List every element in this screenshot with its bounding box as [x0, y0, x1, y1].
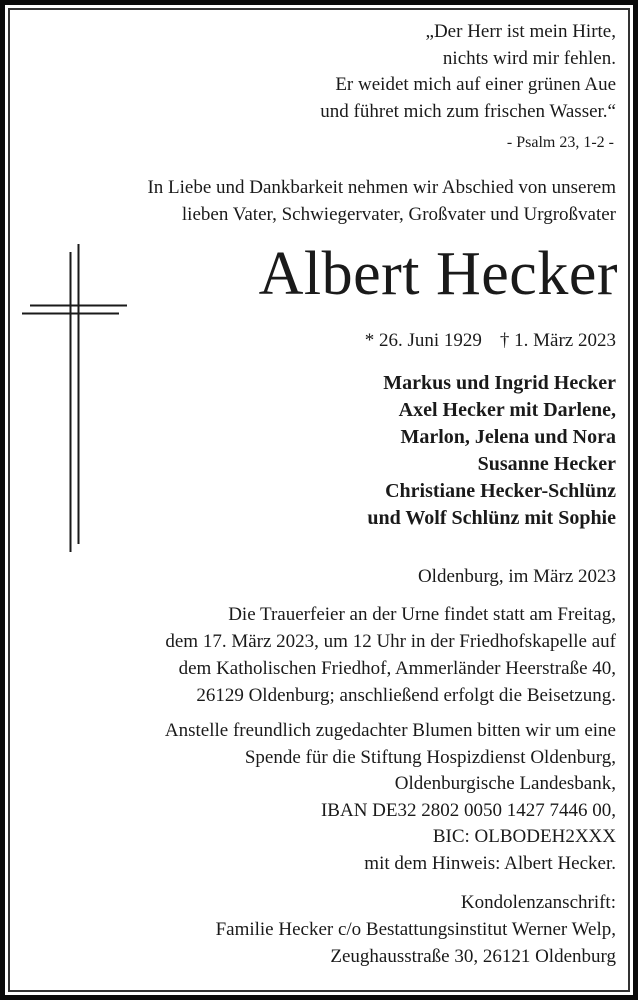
funeral-line: dem 17. März 2023, um 12 Uhr in der Friedhofskapelle auf — [165, 631, 616, 652]
mourner-line: Markus und Ingrid Hecker — [383, 372, 616, 394]
funeral-line: dem Katholischen Friedhof, Ammerländer Heerstraße 40, — [178, 658, 616, 679]
condolence-line: Zeughausstraße 30, 26121 Oldenburg — [330, 946, 616, 967]
condolence-heading: Kondolenzanschrift: — [460, 892, 616, 913]
birth-date: * 26. Juni 1929 — [364, 330, 482, 351]
quote-line: und führet mich zum frischen Wasser.“ — [320, 100, 616, 122]
life-dates — [365, 330, 616, 352]
place-date: Oldenburg, im März 2023 — [417, 566, 616, 587]
iban: IBAN DE32 2802 0050 1427 7446 00, — [320, 799, 616, 821]
cross-icon — [0, 0, 160, 600]
death-date: † 1. März 2023 — [499, 330, 616, 351]
psalm-quote — [320, 19, 616, 125]
quote-line: nichts wird mir fehlen. — [442, 47, 616, 69]
bic: BIC: OLBODEH2XXX — [432, 826, 616, 847]
condolence-line: Familie Hecker c/o Bestattungsinstitut Werner Welp, — [215, 919, 616, 940]
mourners-list — [367, 370, 616, 532]
mourner-line: Marlon, Jelena und Nora — [400, 426, 616, 448]
donation-line: Oldenburgische Landesbank, — [394, 773, 616, 794]
funeral-line: Die Trauerfeier an der Urne findet statt am Freitag, — [228, 604, 616, 625]
donation-line: Anstelle freundlich zugedachter Blumen bitten wir um eine — [164, 720, 616, 741]
mourner-line: Susanne Hecker — [477, 453, 616, 475]
condolence-address — [216, 889, 616, 970]
quote-line: „Der Herr ist mein Hirte, — [425, 21, 616, 42]
funeral-line: 26129 Oldenburg; anschließend erfolgt die Beisetzung. — [196, 685, 616, 706]
mourner-line: Christiane Hecker-Schlünz — [385, 480, 616, 502]
donation-info — [165, 718, 616, 877]
intro-text — [147, 174, 616, 228]
intro-line: lieben Vater, Schwiegervater, Großvater und Urgroßvater — [181, 204, 616, 225]
mourner-line: und Wolf Schlünz mit Sophie — [367, 507, 616, 529]
deceased-name: Albert Hecker — [258, 240, 618, 308]
funeral-info — [165, 601, 616, 709]
donation-line: mit dem Hinweis: Albert Hecker. — [364, 852, 616, 874]
quote-source: - Psalm 23, 1-2 - — [506, 134, 614, 151]
donation-line: Spende für die Stiftung Hospizdienst Oldenburg, — [244, 746, 616, 768]
quote-line: Er weidet mich auf einer grünen Aue — [335, 74, 616, 95]
mourner-line: Axel Hecker mit Darlene, — [398, 399, 616, 421]
intro-line: In Liebe und Dankbarkeit nehmen wir Abschied von unserem — [147, 177, 616, 198]
